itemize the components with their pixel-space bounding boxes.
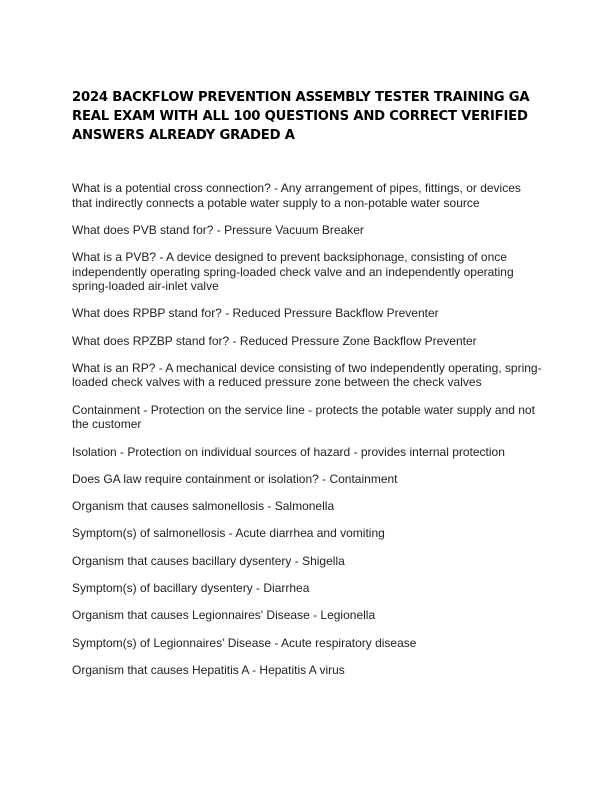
qa-item: Organism that causes bacillary dysentery - Shigella bbox=[72, 553, 345, 568]
qa-item: Symptom(s) of salmonellosis - Acute diarrhea and vomiting bbox=[72, 526, 385, 541]
qa-item: What is an RP? - A mechanical device consisting of two independently operating, spring-loaded check valves with a reduced pressure zone between the check valves bbox=[72, 360, 542, 390]
qa-item: What is a potential cross connection? - Any arrangement of pipes, fittings, or devices that indirectly connects a potable water supply to a non-potable water source bbox=[72, 181, 521, 210]
document-title: 2024 BACKFLOW PREVENTION ASSEMBLY TESTER TRAINING GA REAL EXAM WITH ALL 100 QUESTIONS AND CORRECT VERIFIED ANSWERS ALREADY GRADED A bbox=[72, 90, 530, 143]
qa-item: Containment - Protection on the service line - protects the potable water supply and not the customer bbox=[72, 402, 535, 432]
qa-item: Does GA law require containment or isolation? - Containment bbox=[72, 471, 398, 486]
qa-item: What does PVB stand for? - Pressure Vacuum Breaker bbox=[72, 222, 364, 237]
qa-item: Organism that causes salmonellosis - Salmonella bbox=[72, 499, 335, 514]
qa-item: Organism that causes Hepatitis A - Hepatitis A virus bbox=[72, 662, 345, 677]
qa-item: Isolation - Protection on individual sources of hazard - provides internal protection bbox=[72, 444, 505, 459]
qa-item: Symptom(s) of Legionnaires' Disease - Acute respiratory disease bbox=[72, 635, 417, 650]
qa-item: What does RPBP stand for? - Reduced Pressure Backflow Preventer bbox=[72, 306, 439, 321]
qa-item: What does RPZBP stand for? - Reduced Pressure Zone Backflow Preventer bbox=[72, 333, 477, 348]
qa-item: Organism that causes Legionnaires' Disease - Legionella bbox=[72, 608, 376, 623]
qa-item: What is a PVB? - A device designed to prevent backsiphonage, consisting of once independently operating spring-loaded check valve and an independently operating spring-loaded air-inlet valve bbox=[72, 250, 514, 294]
qa-list bbox=[72, 181, 542, 690]
qa-item: Symptom(s) of bacillary dysentery - Diarrhea bbox=[72, 581, 310, 596]
